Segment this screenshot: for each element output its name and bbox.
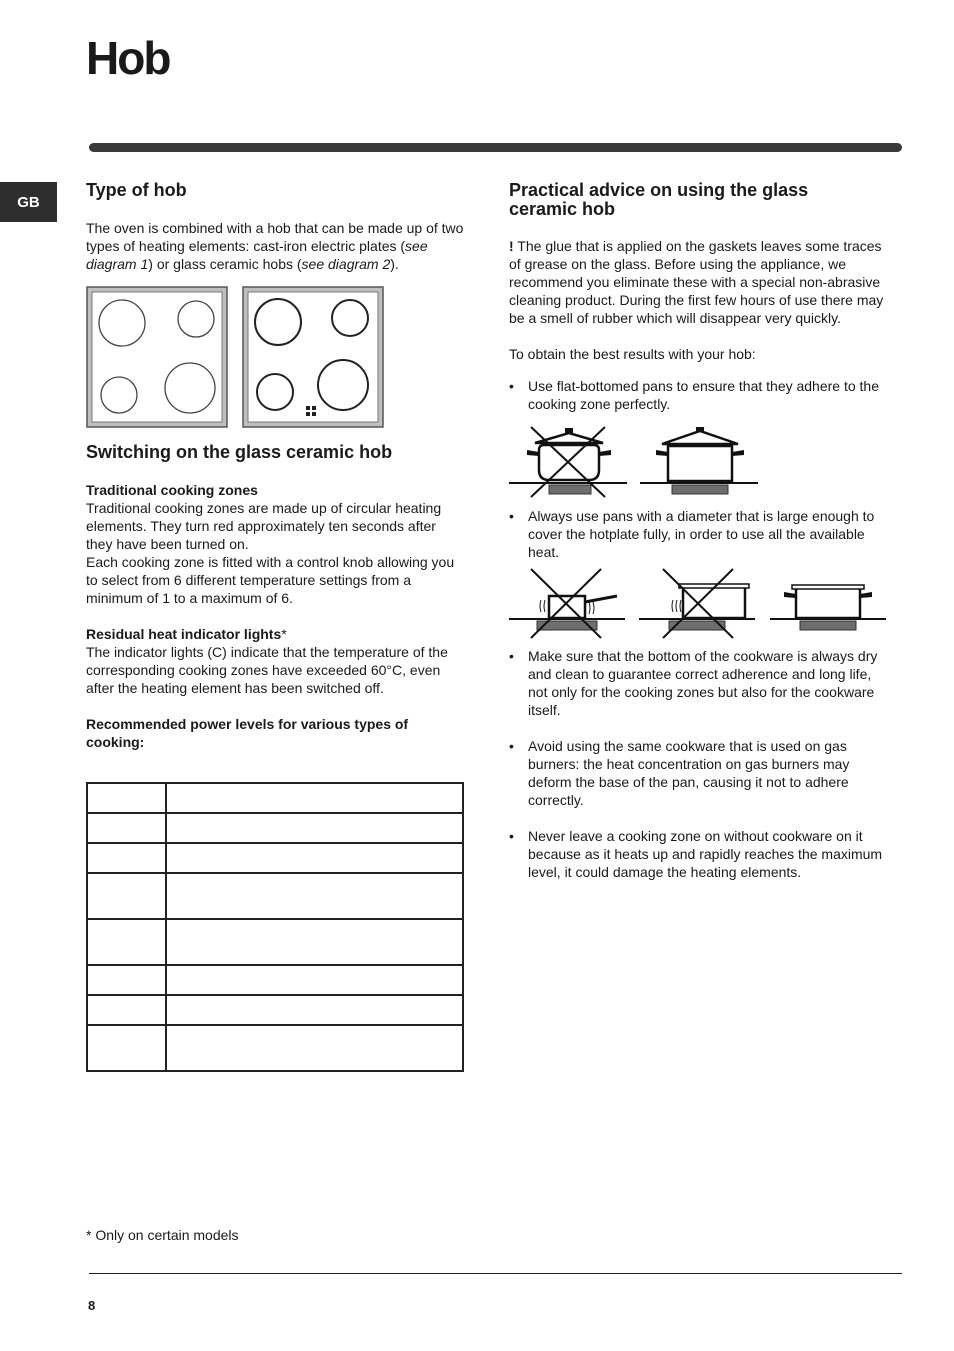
language-tab: GB <box>0 182 57 222</box>
top-rule <box>89 143 902 152</box>
list-item: • Always use pans with a diameter that is large enough to cover the hotplate fully, in order to use all the available heat. <box>509 507 889 561</box>
table-row <box>87 843 463 873</box>
level-cell <box>87 1025 166 1071</box>
description-cell <box>166 919 463 965</box>
traditional-zones-text <box>86 499 466 607</box>
advice-section-2 <box>509 507 889 561</box>
bottom-rule <box>89 1273 902 1274</box>
table-row <box>87 873 463 919</box>
traditional-text-1: Traditional cooking zones are made up of circular heating elements. They turn red approximately ten seconds after they have been turned on. <box>86 500 442 552</box>
crossed-small-pan-icon <box>509 566 627 640</box>
table-row <box>87 919 463 965</box>
traditional-zones-title: Traditional cooking zones <box>86 482 258 498</box>
diagram-ref-1: see diagram 1 <box>86 238 428 272</box>
level-cell <box>87 813 166 843</box>
list-item: • Use flat-bottomed pans to ensure that they adhere to the cooking zone perfectly. <box>509 377 889 413</box>
advice-intro: To obtain the best results with your hob: <box>509 346 756 362</box>
recommended-levels-title: Recommended power levels for various types of cooking: <box>86 716 409 750</box>
advice-list-2 <box>509 507 889 561</box>
description-cell <box>166 873 463 919</box>
switching-on-heading: Switching on the glass ceramic hob <box>86 442 393 462</box>
level-cell <box>87 873 166 919</box>
text-part: The oven is combined with a hob that can be made up of two types of heating elements: cast-iron electric plates ( <box>86 220 464 254</box>
traditional-text-2: Each cooking zone is fitted with a control knob allowing you to select from 6 different temperature settings from a minimum of 1 to a maximum of 6. <box>86 554 455 606</box>
level-cell <box>87 995 166 1025</box>
correct-pan-size-icon <box>770 566 888 640</box>
description-cell <box>166 813 463 843</box>
advice-list-1 <box>509 377 889 413</box>
diagram-ref-2: see diagram 2 <box>301 256 391 272</box>
warning-body: The glue that is applied on the gaskets leaves some traces of grease on the glass. Before using the appliance, we recommend you eliminate these with a special non-abrasive cleaning product. During the first few hours of use there may be a smell of rubber which will disappear very quickly. <box>509 238 884 326</box>
list-item: • Never leave a cooking zone on without cookware on it because as it heats up and rapidly reaches the maximum level, it could damage the heating elements. <box>509 827 889 881</box>
level-cell <box>87 843 166 873</box>
glass-ceramic-hob-diagram-icon <box>242 286 384 428</box>
advice-list-3 <box>509 647 889 881</box>
table-row <box>87 965 463 995</box>
table-row <box>87 783 463 813</box>
description-cell <box>166 965 463 995</box>
level-cell <box>87 783 166 813</box>
crossed-medium-pan-icon <box>639 566 757 640</box>
text-part: ). <box>390 256 399 272</box>
correct-pan-icon <box>640 425 760 500</box>
type-of-hob-text <box>86 219 466 273</box>
table-row <box>87 995 463 1025</box>
cast-iron-hob-diagram-icon <box>86 286 228 428</box>
power-levels-table <box>86 782 464 1072</box>
footnote: * Only on certain models <box>86 1227 239 1243</box>
residual-heat-title <box>86 625 466 643</box>
list-item: • Make sure that the bottom of the cookware is always dry and clean to guarantee correct adherence and long life, not only for the cooking zones but also for the cookware itself. <box>509 647 889 719</box>
text-part: ) or glass ceramic hobs ( <box>148 256 302 272</box>
advice-section-3 <box>509 647 889 881</box>
type-of-hob-heading: Type of hob <box>86 180 187 200</box>
description-cell <box>166 843 463 873</box>
residual-title-text: Residual heat indicator lights <box>86 626 282 642</box>
list-item: • Avoid using the same cookware that is used on gas burners: the heat concentration on gas burners may deform the base of the pan, causing it not to adhere correctly. <box>509 737 889 809</box>
page-title: Hob <box>86 32 170 84</box>
table-row <box>87 813 463 843</box>
practical-advice-heading: Practical advice on using the glass ceramic hob <box>509 180 809 219</box>
residual-heat-text: The indicator lights (C) indicate that the temperature of the corresponding cooking zones have exceeded 60°C, even after the heating element has been switched off. <box>86 644 448 696</box>
table-row <box>87 1025 463 1071</box>
warning-text <box>509 237 889 327</box>
type-of-hob-section <box>86 181 466 273</box>
switching-on-section <box>86 443 466 751</box>
level-cell <box>87 965 166 995</box>
practical-advice-section <box>509 181 889 413</box>
crossed-pan-icon <box>509 425 629 500</box>
asterisk: * <box>281 626 287 642</box>
description-cell <box>166 1025 463 1071</box>
description-cell <box>166 995 463 1025</box>
level-cell <box>87 919 166 965</box>
page-number: 8 <box>88 1298 96 1313</box>
description-cell <box>166 783 463 813</box>
warning-mark: ! <box>509 238 514 254</box>
